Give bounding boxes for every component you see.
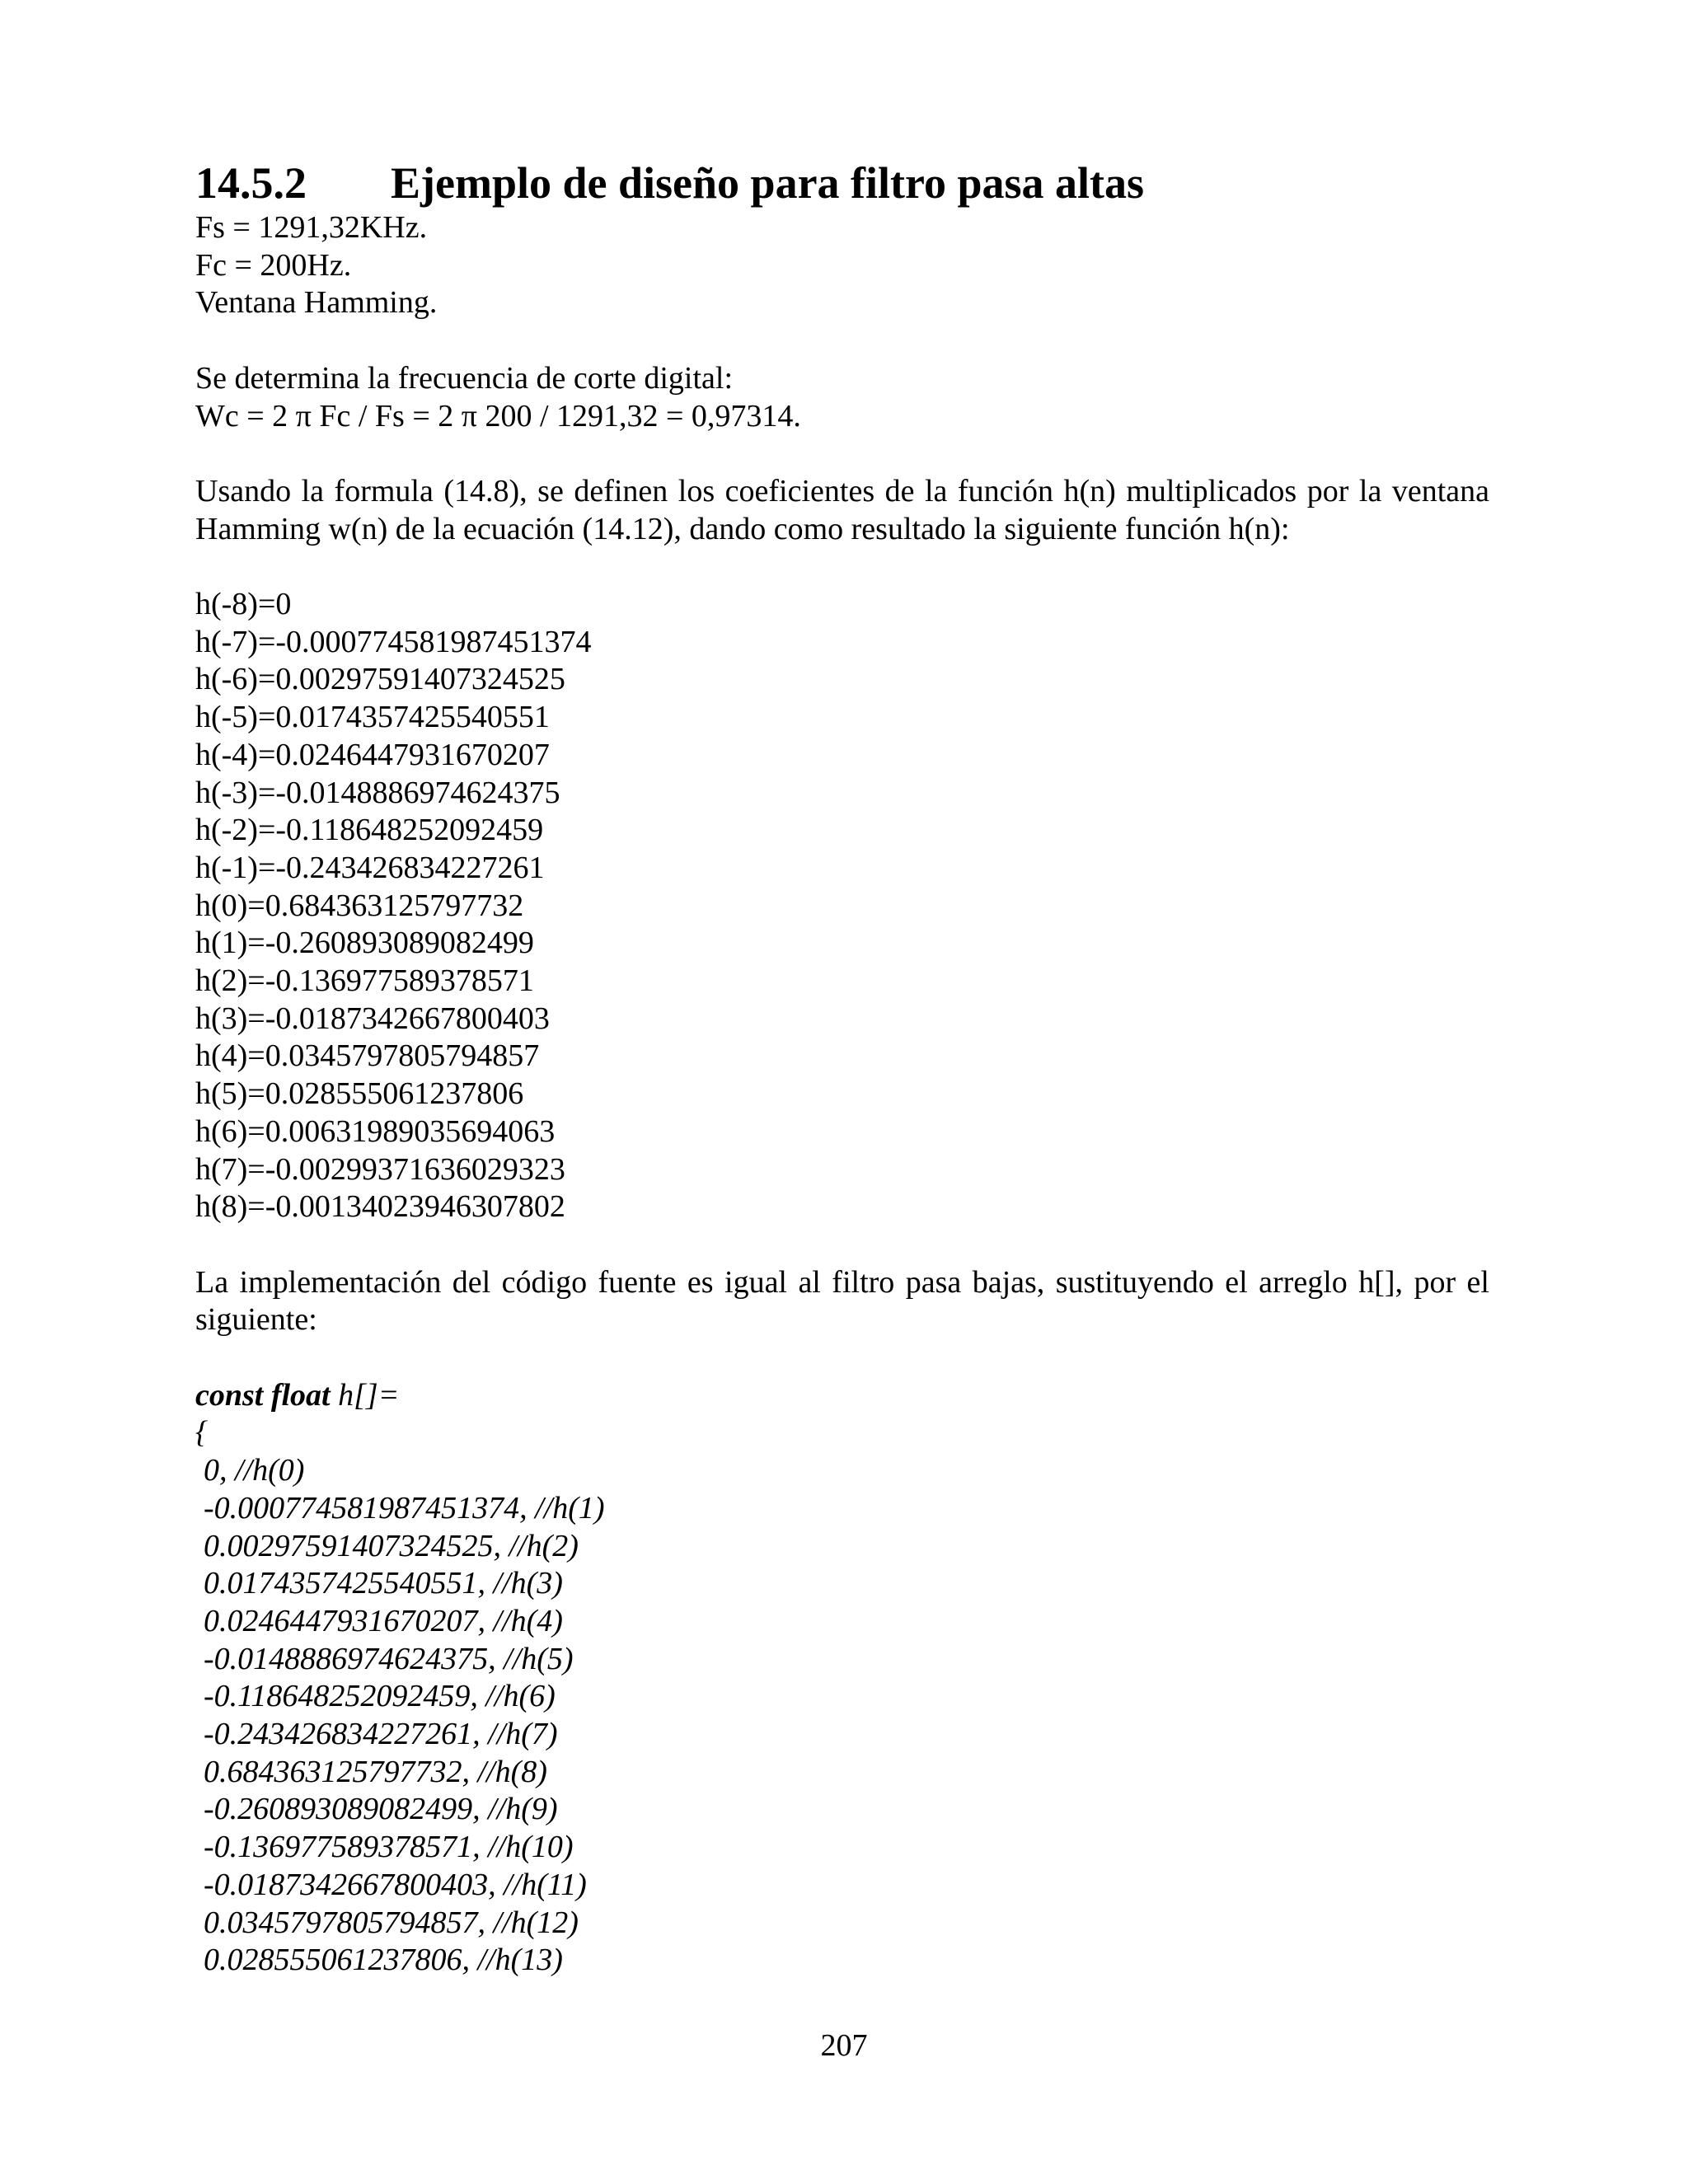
param-window: Ventana Hamming. xyxy=(195,285,438,321)
code-line: -0.0148886974624375, //h(5) xyxy=(204,1641,574,1676)
coefficient-line: h(6)=0.00631989035694063 xyxy=(195,1113,556,1149)
code-line: 0.0345797805794857, //h(12) xyxy=(204,1905,579,1940)
code-line: 0.0246447931670207, //h(4) xyxy=(204,1603,563,1638)
coefficient-line: h(-8)=0 xyxy=(195,586,292,621)
coefficients-paragraph: Usando la formula (14.8), se definen los coeficientes de la función h(n) multiplicados por la ventana Hamming w(n) de la ecuación (14.12), dando como resultado la siguiente función h(n): xyxy=(195,473,1489,546)
code-open-brace: { xyxy=(195,1415,209,1451)
parameters-block xyxy=(195,209,1489,322)
code-line: -0.118648252092459, //h(6) xyxy=(204,1679,556,1714)
cutoff-formula: Wc = 2 π Fc / Fs = 2 π 200 / 1291,32 = 0,97314. xyxy=(195,398,801,434)
code-line: 0.00297591407324525, //h(2) xyxy=(204,1528,579,1563)
section-number: 14.5.2 xyxy=(195,158,307,208)
section-heading xyxy=(195,157,1489,209)
coefficient-line: h(-2)=-0.118648252092459 xyxy=(195,813,544,848)
code-declaration xyxy=(195,1377,1489,1415)
code-line: 0.028555061237806, //h(13) xyxy=(204,1943,563,1978)
coefficient-line: h(4)=0.0345797805794857 xyxy=(195,1038,540,1074)
code-line: -0.243426834227261, //h(7) xyxy=(204,1717,558,1752)
coefficient-line: h(7)=-0.00299371636029323 xyxy=(195,1151,565,1187)
coefficients-list xyxy=(195,586,1489,1226)
code-line: 0.684363125797732, //h(8) xyxy=(204,1754,547,1789)
implementation-paragraph: La implementación del código fuente es igual al filtro pasa bajas, sustituyendo el arreglo h[], por el siguiente: xyxy=(195,1264,1489,1338)
code-lines xyxy=(195,1452,1489,1980)
cutoff-intro: Se determina la frecuencia de corte digital: xyxy=(195,360,734,396)
code-line: -0.000774581987451374, //h(1) xyxy=(204,1490,605,1526)
code-line: -0.260893089082499, //h(9) xyxy=(204,1792,558,1827)
code-line: -0.0187342667800403, //h(11) xyxy=(204,1867,587,1902)
coefficient-line: h(-6)=0.00297591407324525 xyxy=(195,662,565,697)
param-fc: Fc = 200Hz. xyxy=(195,247,352,283)
code-keyword: const float xyxy=(195,1377,331,1413)
coefficient-line: h(-3)=-0.0148886974624375 xyxy=(195,775,560,810)
document-page xyxy=(195,157,1489,1980)
coefficient-line: h(1)=-0.260893089082499 xyxy=(195,926,534,961)
code-block xyxy=(195,1377,1489,1980)
coefficient-line: h(3)=-0.0187342667800403 xyxy=(195,1001,550,1036)
code-decl: h[]= xyxy=(330,1377,400,1413)
coefficient-line: h(8)=-0.00134023946307802 xyxy=(195,1189,565,1225)
code-line: 0, //h(0) xyxy=(204,1453,305,1488)
coefficient-line: h(2)=-0.136977589378571 xyxy=(195,963,534,999)
section-title: Ejemplo de diseño para filtro pasa altas xyxy=(391,158,1145,208)
param-fs: Fs = 1291,32KHz. xyxy=(195,210,428,245)
code-line: 0.0174357425540551, //h(3) xyxy=(204,1566,563,1601)
coefficient-line: h(-1)=-0.243426834227261 xyxy=(195,850,545,885)
cutoff-block xyxy=(195,360,1489,435)
code-line: -0.136977589378571, //h(10) xyxy=(204,1830,574,1865)
page-number: 207 xyxy=(820,2028,868,2063)
coefficient-line: h(5)=0.028555061237806 xyxy=(195,1076,524,1112)
coefficient-line: h(-5)=0.0174357425540551 xyxy=(195,700,550,735)
coefficient-line: h(-7)=-0.000774581987451374 xyxy=(195,624,592,659)
coefficient-line: h(0)=0.684363125797732 xyxy=(195,888,524,923)
coefficient-line: h(-4)=0.0246447931670207 xyxy=(195,737,550,772)
